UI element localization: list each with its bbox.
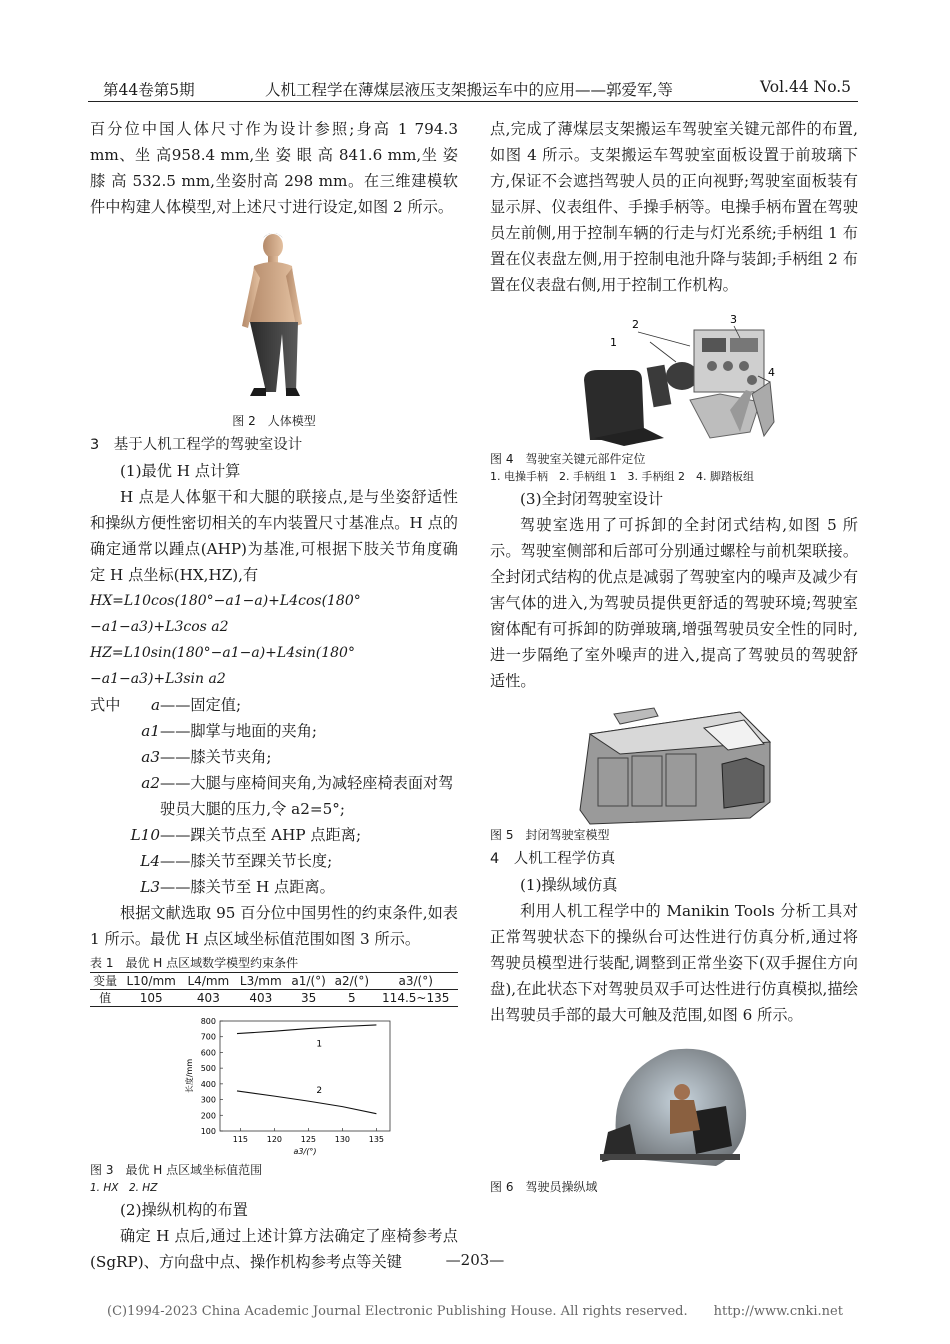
y-axis-label: 长度/mm	[185, 1058, 194, 1094]
table-header-cell: a2/(°)	[334, 974, 370, 988]
subsection-1-title: (1)最优 H 点计算	[120, 462, 241, 480]
x-tick-label: 125	[300, 1135, 317, 1144]
definitions-list	[90, 692, 458, 900]
subsection-3-title: (3)全封闭驾驶室设计	[520, 490, 664, 508]
figure-3	[90, 1013, 458, 1161]
closed-cab-image	[490, 704, 858, 826]
h-point-chart	[90, 1013, 458, 1161]
human-model-image	[90, 230, 458, 406]
equation-hx: HX=L10cos(180°−a1−a)+L4cos(180°−a1−a3)+L3cos a2	[90, 593, 361, 635]
figure-5	[490, 704, 858, 826]
figure-6	[490, 1042, 858, 1178]
definition-item	[90, 848, 458, 874]
definition-item	[90, 744, 458, 770]
definition-text: ——脚掌与地面的夹角;	[160, 722, 317, 740]
y-tick-label: 400	[200, 1079, 216, 1089]
definition-symbol: a1	[141, 722, 160, 740]
table-header-cell: L4/mm	[187, 974, 230, 988]
table-header-cell: L10/mm	[126, 974, 176, 988]
definition-text: ——踝关节点至 AHP 点距离;	[160, 826, 362, 844]
table-1-caption: 表 1 最优 H 点区域数学模型约束条件	[90, 956, 299, 970]
x-tick-label: 115	[232, 1135, 249, 1144]
figure-2	[90, 230, 458, 406]
y-tick-label: 300	[200, 1095, 216, 1105]
series-line-2	[237, 1091, 376, 1114]
table-header-cell: a1/(°)	[291, 974, 326, 988]
definition-text: ——膝关节至 H 点距离。	[160, 878, 335, 896]
header-rule	[88, 101, 858, 102]
journal-issue: 第44卷第5期	[103, 81, 195, 99]
y-tick-label: 500	[200, 1064, 216, 1074]
page-number: —203—	[445, 1251, 505, 1269]
definition-item	[90, 692, 458, 718]
right-column	[490, 116, 858, 1196]
h-point-paragraph: H 点是人体躯干和大腿的联接点,是与坐姿舒适性和操纵方便性密切相关的车内装置尺寸基准点。H 点的确定通常以踵点(AHP)为基准,可根据下肢关节角度确定 H 点坐标(HX,HZ),有	[90, 488, 458, 584]
definition-symbol: a3	[141, 748, 160, 766]
callout-4: 4	[768, 366, 775, 379]
x-tick-label: 120	[266, 1135, 283, 1144]
y-tick-label: 800	[200, 1017, 216, 1026]
x-axis-label: a3/(°)	[293, 1147, 317, 1156]
table-row	[90, 990, 458, 1007]
definition-symbol: a	[150, 696, 160, 714]
table-1	[90, 972, 458, 1007]
x-tick-label: 130	[334, 1135, 351, 1144]
definition-item	[90, 874, 458, 900]
figure-6-caption: 图 6 驾驶员操纵域	[490, 1180, 598, 1194]
definition-text: ——固定值;	[160, 696, 242, 714]
section-4-title: 4 人机工程学仿真	[490, 851, 616, 867]
subsection-2-title: (2)操纵机构的布置	[120, 1201, 248, 1219]
figure-4-legend: 1. 电操手柄 2. 手柄组 1 3. 手柄组 2 4. 脚踏板组	[490, 470, 754, 483]
cab-components-image	[490, 310, 858, 450]
callout-3: 3	[730, 313, 737, 326]
table-header-cell: L3/mm	[239, 974, 282, 988]
table-header-cell: 变量	[93, 974, 118, 988]
copyright-footer: (C)1994-2023 China Academic Journal Electronic Publishing House. All rights reserved. http://www.cnki.net	[107, 1304, 843, 1319]
table-header-row	[90, 973, 458, 990]
intro-paragraph: 百分位中国人体尺寸作为设计参照;身高 1 794.3 mm、坐 高958.4 mm,坐 姿 眼 高 841.6 mm,坐 姿 膝 高 532.5 mm,坐姿肘高 298 mm。在三维建模软件中构建人体模型,对上述尺寸进行设定,如图 2 所示。	[90, 120, 458, 216]
definition-text: ——大腿与座椅间夹角,为减轻座椅表面对驾驶员大腿的压力,令 a2=5°;	[160, 774, 454, 818]
definition-text: ——膝关节夹角;	[160, 748, 272, 766]
table-cell: 114.5~135	[382, 991, 450, 1005]
y-tick-label: 600	[200, 1048, 216, 1058]
definition-item	[90, 770, 458, 822]
subsection-4-title: (1)操纵域仿真	[520, 876, 618, 894]
subsection-2-paragraph: 确定 H 点后,通过上述计算方法确定了座椅参考点(SgRP)、方向盘中点、操作机构参考点等关键	[90, 1227, 458, 1271]
figure-3-legend: 1. HX 2. HZ	[90, 1182, 158, 1194]
table-cell: 105	[139, 991, 163, 1005]
section-3-title: 3 基于人机工程学的驾驶室设计	[90, 437, 303, 453]
right-paragraph-2: 驾驶室选用了可拆卸的全封闭式结构,如图 5 所示。驾驶室侧部和后部可分别通过螺栓与前机架联接。全封闭式结构的优点是减弱了驾驶室内的噪声及减少有害气体的进入,为驾驶员提供更舒适的驾驶环境;驾驶室窗体配有可拆卸的防弹玻璃,增强驾驶员安全性的同时,进一步隔绝了室外噪声的进入,提高了驾驶员的驾驶舒适性。	[490, 516, 858, 690]
figure-3-caption: 图 3 最优 H 点区域坐标值范围	[90, 1163, 263, 1177]
series-label-2: 2	[316, 1086, 323, 1097]
series-line-1	[237, 1025, 376, 1034]
table-cell: 值	[99, 991, 112, 1005]
definition-symbol: a2	[141, 774, 160, 792]
figure-4	[490, 310, 858, 450]
left-column	[90, 116, 458, 1275]
definition-text: ——膝关节至踝关节长度;	[160, 852, 333, 870]
definition-symbol: L3	[140, 878, 160, 896]
definition-symbol: L4	[140, 852, 160, 870]
right-paragraph-1: 点,完成了薄煤层支架搬运车驾驶室关键元部件的布置,如图 4 所示。支架搬运车驾驶室面板设置于前玻璃下方,保证不会遮挡驾驶人员的正向视野;驾驶室面板装有显示屏、仪表组件、手操手柄等。电操手柄布置在驾驶员左前侧,用于控制车辆的行走与灯光系统;手柄组 1 布置在仪表盘左侧,用于控制电池升降与装卸;手柄组 2 布置在仪表盘右侧,用于控制工作机构。	[490, 120, 858, 294]
table-cell: 403	[249, 991, 273, 1005]
table-cell: 35	[300, 991, 317, 1005]
table-header-cell: a3/(°)	[398, 974, 433, 988]
reach-envelope-image	[490, 1042, 858, 1178]
figure-4-caption: 图 4 驾驶室关键元部件定位	[490, 452, 646, 466]
figure-5-caption: 图 5 封闭驾驶室模型	[490, 828, 610, 842]
table-intro-paragraph: 根据文献选取 95 百分位中国男性的约束条件,如表 1 所示。最优 H 点区域坐标值范围如图 3 所示。	[90, 904, 458, 948]
figure-2-caption: 图 2 人体模型	[232, 414, 316, 428]
table-cell: 403	[196, 991, 220, 1005]
table-cell: 5	[348, 991, 356, 1005]
definition-item	[90, 718, 458, 744]
right-paragraph-3: 利用人机工程学中的 Manikin Tools 分析工具对正常驾驶状态下的操纵台可达性进行仿真分析,通过将驾驶员模型进行装配,调整到正常坐姿下(双手握住方向盘),在此状态下对驾驶员双手可达性进行仿真模拟,描绘出驾驶员手部的最大可触及范围,如图 6 所示。	[490, 902, 858, 1024]
equation-hz: HZ=L10sin(180°−a1−a)+L4sin(180°−a1−a3)+L3sin a2	[90, 645, 355, 687]
x-tick-label: 135	[368, 1135, 385, 1144]
y-tick-label: 700	[200, 1032, 216, 1042]
definition-symbol: L10	[130, 826, 160, 844]
series-label-1: 1	[316, 1039, 323, 1050]
y-tick-label: 200	[200, 1111, 216, 1121]
plot-frame	[220, 1021, 390, 1131]
callout-1: 1	[610, 336, 617, 349]
volume-number: Vol.44 No.5	[760, 78, 852, 96]
callout-2: 2	[632, 318, 639, 331]
where-label: 式中	[90, 696, 121, 714]
definition-item	[90, 822, 458, 848]
running-title: 人机工程学在薄煤层液压支架搬运车中的应用——郭爱军,等	[265, 81, 673, 99]
y-tick-label: 100	[200, 1127, 216, 1136]
